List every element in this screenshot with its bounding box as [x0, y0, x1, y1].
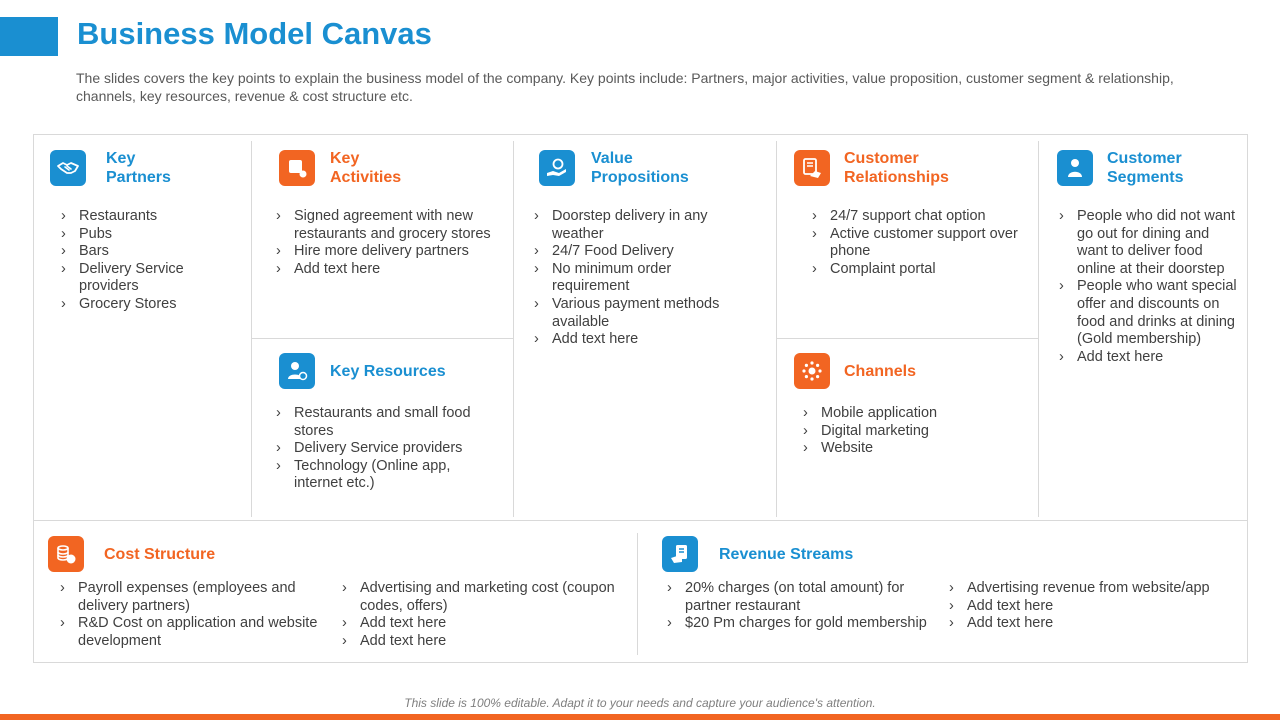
- footer-note: This slide is 100% editable. Adapt it to your needs and capture your audience's attention.: [404, 696, 876, 710]
- section-title: Key Activities: [330, 150, 402, 186]
- list-item: › Active customer support over phone: [812, 226, 1032, 261]
- list-item: › Doorstep delivery in any weather: [534, 208, 749, 243]
- list-item: › Website: [803, 440, 1023, 458]
- section-title: Customer Relationships: [844, 150, 949, 186]
- item-list: [276, 208, 491, 278]
- list-item: › Restaurants and small food stores: [276, 405, 491, 440]
- divider: [252, 338, 513, 339]
- divider: [1038, 141, 1039, 517]
- list-item: › Grocery Stores: [61, 296, 231, 314]
- list-item: › Technology (Online app, internet etc.): [276, 458, 491, 493]
- list-item: › Delivery Service providers: [276, 440, 491, 458]
- section-title: Channels: [844, 363, 917, 380]
- item-list: [949, 580, 1229, 633]
- value-proposition-icon: [539, 150, 575, 186]
- list-item: › Signed agreement with new restaurants and grocery stores: [276, 208, 491, 243]
- page-title: Business Model Canvas: [77, 16, 432, 51]
- list-item: › Various payment methods available: [534, 296, 749, 331]
- list-item: › Hire more delivery partners: [276, 243, 491, 261]
- divider: [637, 533, 638, 655]
- customer-segments-icon: [1057, 150, 1093, 186]
- list-item: › Add text here: [276, 261, 491, 279]
- relationship-icon: [794, 150, 830, 186]
- list-item: › Add text here: [342, 633, 627, 651]
- list-item: › Digital marketing: [803, 423, 1023, 441]
- section-title: Key Resources: [330, 363, 446, 380]
- handshake-icon: [50, 150, 86, 186]
- coins-icon: [48, 536, 84, 572]
- list-item: › Complaint portal: [812, 261, 1032, 279]
- list-item: › 20% charges (on total amount) for partner restaurant: [667, 580, 937, 615]
- list-item: › Delivery Service providers: [61, 261, 231, 296]
- list-item: › Add text here: [949, 598, 1229, 616]
- section-title: Revenue Streams: [719, 546, 854, 563]
- bottom-accent-bar: [0, 714, 1280, 720]
- list-item: › 24/7 Food Delivery: [534, 243, 749, 261]
- divider: [777, 338, 1038, 339]
- list-item: › Advertising and marketing cost (coupon codes, offers): [342, 580, 627, 615]
- list-item: › $20 Pm charges for gold membership: [667, 615, 937, 633]
- item-list: [342, 580, 627, 650]
- list-item: › Pubs: [61, 226, 231, 244]
- list-item: › Restaurants: [61, 208, 231, 226]
- page-subtitle: The slides covers the key points to explain the business model of the company. Key points include: Partners, major activities, value proposition, customer segment & relationship, channels, key resources, revenue & cost structure etc.: [76, 70, 1174, 104]
- list-item: › Advertising revenue from website/app: [949, 580, 1229, 598]
- list-item: › Add text here: [949, 615, 1229, 633]
- item-list: [60, 580, 325, 650]
- list-item: › Bars: [61, 243, 231, 261]
- list-item: › No minimum order requirement: [534, 261, 749, 296]
- resources-icon: [279, 353, 315, 389]
- item-list: [276, 405, 491, 493]
- divider: [251, 141, 252, 517]
- list-item: › People who want special offer and discounts on food and drinks at dining (Gold membership): [1059, 278, 1237, 348]
- list-item: › Mobile application: [803, 405, 1023, 423]
- section-title: Cost Structure: [104, 546, 216, 563]
- list-item: › Payroll expenses (employees and delivery partners): [60, 580, 325, 615]
- activities-icon: [279, 150, 315, 186]
- section-title: Key Partners: [106, 150, 171, 186]
- item-list: [61, 208, 231, 314]
- channels-icon: [794, 353, 830, 389]
- section-title: Customer Segments: [1107, 150, 1184, 186]
- divider: [34, 520, 1247, 521]
- revenue-icon: [662, 536, 698, 572]
- list-item: › 24/7 support chat option: [812, 208, 1032, 226]
- divider: [776, 141, 777, 517]
- list-item: › People who did not want go out for dining and want to deliver food online at their doorstep: [1059, 208, 1237, 278]
- section-title: Value Propositions: [591, 150, 689, 186]
- item-list: [534, 208, 749, 349]
- divider: [513, 141, 514, 517]
- list-item: › Add text here: [342, 615, 627, 633]
- list-item: › Add text here: [534, 331, 749, 349]
- list-item: › R&D Cost on application and website development: [60, 615, 325, 650]
- item-list: [667, 580, 937, 633]
- item-list: [812, 208, 1032, 278]
- item-list: [803, 405, 1023, 458]
- list-item: › Add text here: [1059, 349, 1237, 367]
- item-list: [1059, 208, 1237, 366]
- title-accent-bar: [0, 17, 58, 56]
